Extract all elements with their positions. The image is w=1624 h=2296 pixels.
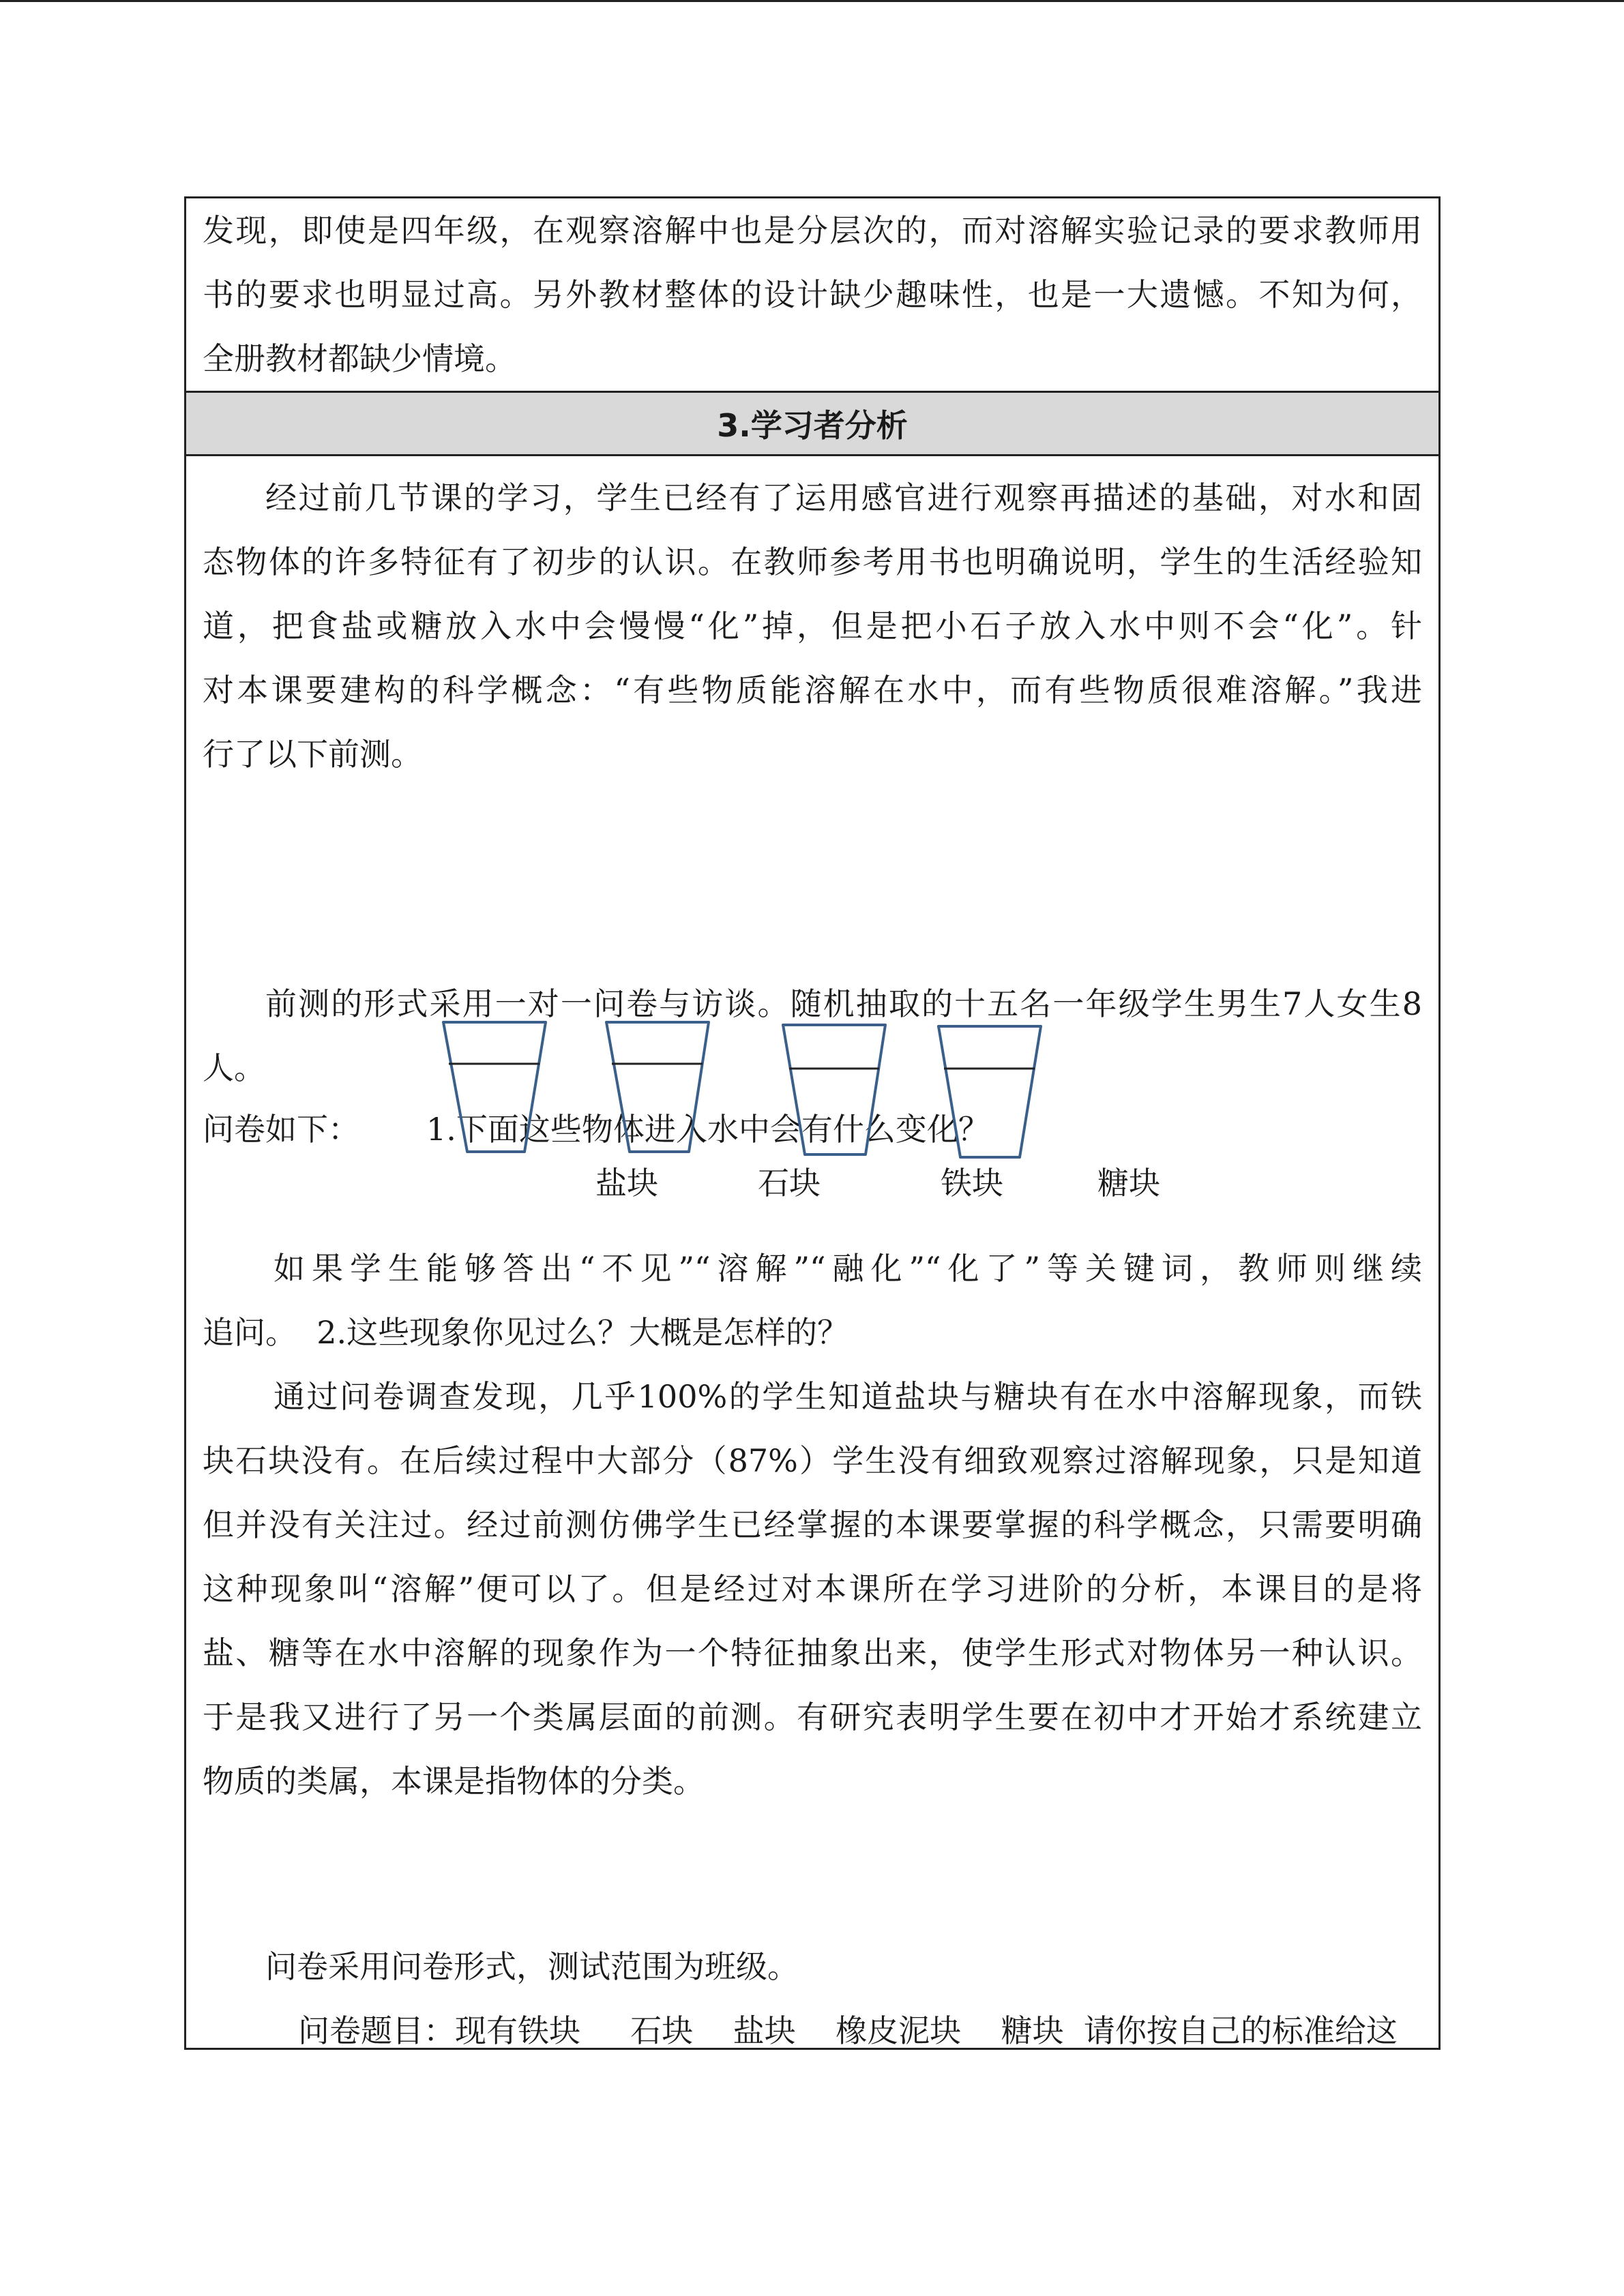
cup-label-sugar: 糖块 (1097, 1165, 1160, 1202)
followup-line-2: 追问。 2.这些现象你见过么？大概是怎样的？ (203, 1314, 849, 1351)
intro-line-5: 行了以下前测。 (203, 736, 422, 773)
findings-line-7: 物质的类属，本课是指物体的分类。 (203, 1763, 705, 1800)
method-line-1: 前测的形式采用一对一问卷与访谈。随机抽取的十五名一年级学生男生7人女生8 (265, 985, 1422, 1022)
questionnaire-prefix: 问卷如下： (203, 1111, 359, 1148)
findings-line-4: 这种现象叫“溶解”便可以了。但是经过对本课所在学习进阶的分析，本课目的是将 (203, 1570, 1422, 1607)
section-heading: 3.学习者分析 (717, 407, 908, 444)
document-table (184, 196, 1441, 2050)
section-heading-band (186, 391, 1438, 456)
findings-line-3: 但并没有关注过。经过前测仿佛学生已经掌握的本课要掌握的科学概念，只需要明确 (203, 1506, 1422, 1543)
cup-label-stone: 石块 (758, 1165, 821, 1202)
findings-line-5: 盐、糖等在水中溶解的现象作为一个特征抽象出来，使学生形式对物体另一种认识。 (203, 1635, 1422, 1671)
intro-line-3: 道，把食盐或糖放入水中会慢慢“化”掉，但是把小石子放入水中则不会“化”。针 (203, 608, 1422, 644)
survey-question: 问卷题目：现有铁块 石块 盐块 橡皮泥块 糖块 请你按自己的标准给这 (298, 2012, 1398, 2049)
cup-label-salt: 盐块 (595, 1165, 658, 1202)
followup-line-1: 如果学生能够答出“不见”“溶解”“融化”“化了”等关键词，教师则继续 (274, 1250, 1422, 1287)
survey-form: 问卷采用问卷形式，测试范围为班级。 (265, 1948, 799, 1985)
method-line-2: 人。 (203, 1049, 265, 1086)
section1-line-3: 全册教材都缺少情境。 (203, 340, 516, 377)
findings-line-2: 块石块没有。在后续过程中大部分（87%）学生没有细致观察过溶解现象，只是知道 (203, 1442, 1422, 1479)
intro-line-2: 态物体的许多特征有了初步的认识。在教师参考用书也明确说明，学生的生活经验知 (203, 543, 1422, 580)
intro-line-4: 对本课要建构的科学概念：“有些物质能溶解在水中，而有些物质很难溶解。”我进 (203, 672, 1422, 709)
findings-line-6: 于是我又进行了另一个类属层面的前测。有研究表明学生要在初中才开始才系统建立 (203, 1699, 1422, 1735)
page-top-rule (0, 0, 1624, 2)
section1-line-1: 发现，即使是四年级，在观察溶解中也是分层次的，而对溶解实验记录的要求教师用 (203, 212, 1422, 249)
section1-line-2: 书的要求也明显过高。另外教材整体的设计缺少趣味性，也是一大遗憾。不知为何， (203, 276, 1422, 313)
question-1: 1.下面这些物体进入水中会有什么变化？ (426, 1111, 990, 1148)
cup-label-iron: 铁块 (941, 1165, 1003, 1202)
intro-line-1: 经过前几节课的学习，学生已经有了运用感官进行观察再描述的基础，对水和固 (265, 479, 1422, 516)
findings-line-1: 通过问卷调查发现，几乎100%的学生知道盐块与糖块有在水中溶解现象，而铁 (274, 1378, 1422, 1415)
